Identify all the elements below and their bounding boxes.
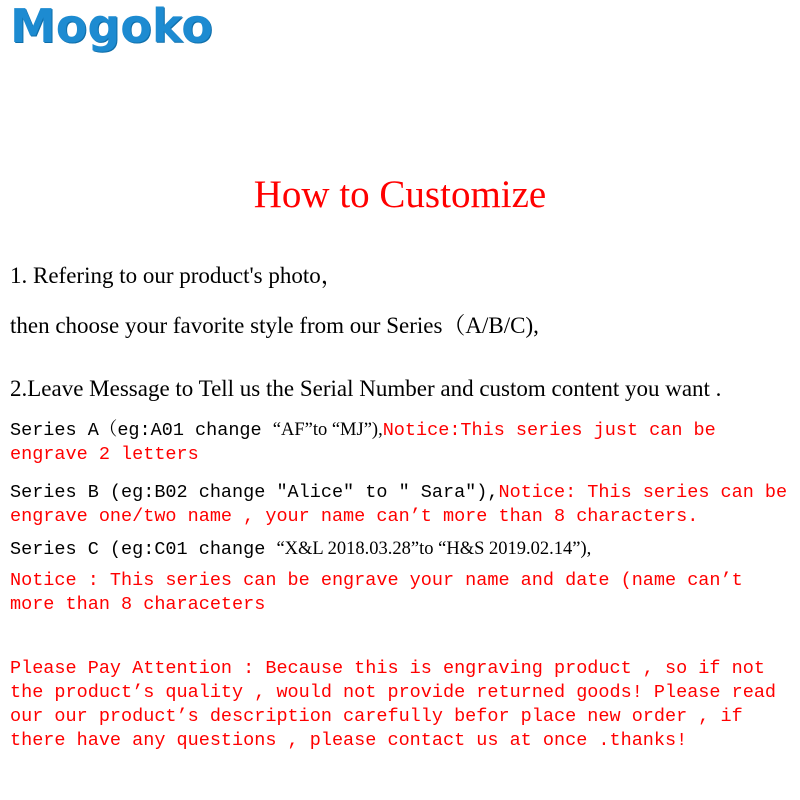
series-b-label: Series B (eg:B02 change ″Alice″ to ″ Sara″), (10, 482, 499, 503)
series-a-notice: Notice:This series just can be engrave 2 letters (10, 420, 716, 465)
series-b-block (10, 481, 792, 529)
series-a-label: Series A（eg:A01 change (10, 420, 273, 441)
series-a-block (10, 418, 792, 467)
series-a-example: “AF”to “MJ”), (272, 420, 383, 440)
step-2-line: 2.Leave Message to Tell us the Serial Number and custom content you want . (10, 376, 722, 401)
attention-notice: Please Pay Attention : Because this is engraving product , so if not the product’s quality , would not provide returned goods! Please read our our product’s description carefully befor place new order , if there have any questions , please contact us at once .thanks! (10, 658, 777, 751)
step-1-line-2: then choose your favorite style from our Series（A/B/C), (10, 313, 539, 338)
step-1-line-1: 1. Refering to our product's photo， (10, 263, 344, 288)
series-c-notice: Notice : This series can be engrave your name and date (name can’t more than 8 characeters (10, 570, 743, 615)
brand-logo: Mogoko (10, 0, 213, 53)
series-b-notice: Notice: This series can be engrave one/two name , your name can’t more than 8 characters. (10, 482, 788, 527)
series-c-block (10, 537, 792, 562)
page-title: How to Customize (253, 173, 547, 216)
series-c-example: “X&L 2018.03.28”to “H&S 2019.02.14”), (276, 539, 592, 559)
series-c-label: Series C (eg:C01 change (10, 539, 277, 560)
